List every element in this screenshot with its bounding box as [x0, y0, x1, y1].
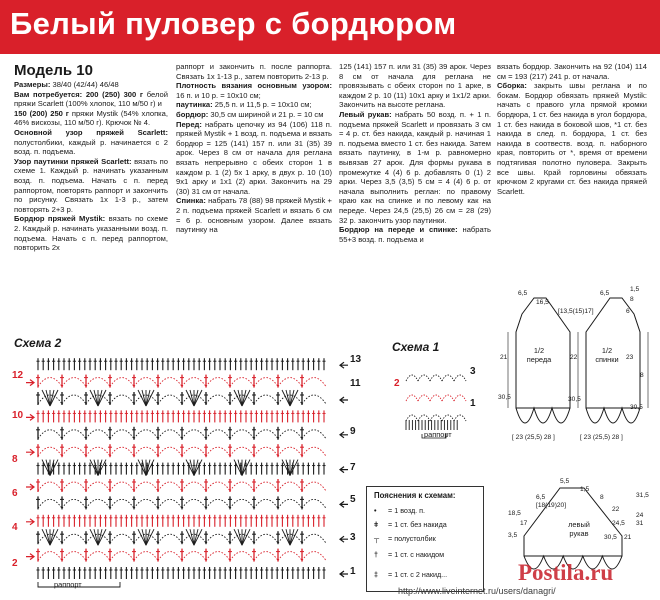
dim-label: 3,5 [508, 532, 518, 539]
chart-row [36, 496, 348, 509]
schema-2-title: Схема 2 [14, 336, 62, 350]
source-url-watermark: http://www.liveinternet.ru/users/danagri/ [398, 586, 556, 596]
instructions-column-2 [176, 62, 332, 336]
instruction-paragraph: 125 (141) 157 п. или 31 (35) 39 арок. Через 8 см от начала для реглана не провязывать с обеих сторон по 1 арке, в каждом 2 р. 10 (11) 10х1 арку и 1х1/2 арки. Закончить на высоте реглана. [339, 62, 491, 110]
instructions-column-3 [339, 62, 491, 318]
instruction-paragraph: Бордюр на переде и спинке: набрать 55+3 возд. п. подъема и [339, 225, 491, 244]
treble-crochet-icon: ‡ [374, 570, 378, 579]
schema-1-row-number: 2 [394, 378, 400, 389]
chart-row [36, 460, 348, 476]
dim-label: 22 [570, 354, 578, 361]
chart-row [36, 427, 348, 440]
dim-label: 18,5 [508, 510, 521, 517]
dim-label: 24 [636, 512, 644, 519]
instruction-paragraph: паутинка: 25,5 п. и 11,5 р. = 10х10 см; [176, 100, 312, 110]
dim-label: 8 [600, 494, 604, 501]
dim-label: [ 23 (25,5) 28 ] [580, 434, 623, 441]
dim-label: 30,5 [604, 534, 617, 541]
sleeve-label: левый рукав [568, 520, 590, 538]
legend-item: ‡ = 1 ст. с 2 накид... [374, 570, 448, 579]
postila-logo: Postila.ru [518, 560, 614, 585]
chart-row [26, 479, 326, 492]
schema-1-row-number: 3 [470, 366, 476, 377]
dim-label: 24,5 [612, 520, 625, 527]
schema-1-title: Схема 1 [392, 340, 440, 354]
chart-row [26, 515, 326, 527]
schema-2-row-number: 4 [12, 522, 18, 533]
schema-2-row-number: 13 [350, 354, 362, 365]
dim-label: 30,5 [630, 404, 643, 411]
dim-label: 31 [636, 520, 644, 527]
legend-item: • = 1 возд. п. [374, 506, 426, 515]
instruction-paragraph: Бордюр пряжей Mystik: вязать по схеме 2. Каждый р. начинать указанными возд. п. подъема. Начать с п. перед раппортом, повторить 2х [14, 214, 168, 253]
back-half-label: 1/2 спинки [595, 346, 619, 364]
chart-row [36, 567, 348, 579]
dim-label: 16,5 [536, 299, 549, 306]
dim-label: 6,5 [600, 290, 610, 297]
schema-2-row-number: 9 [350, 426, 356, 437]
instruction-paragraph: вязать бордюр. Закончить на 92 (104) 114 см = 193 (217) 241 р. от начала. [497, 62, 647, 81]
dim-label: 30,5 [498, 394, 511, 401]
schema-2-row-number: 10 [12, 410, 24, 421]
schema-1-row-number: 1 [470, 398, 476, 409]
instruction-paragraph: бордюр: 30,5 см шириной и 21 р. = 10 см [176, 109, 324, 119]
instruction-paragraph: Размеры: 38/40 (42/44) 46/48 [14, 80, 119, 89]
instruction-paragraph: Перед: набрать цепочку из 94 (106) 118 п. пряжей Mystik + 1 возд. п. подъема и вязать бордюр = 125 (141) 157 п. или 31 (35) 39 арок. Через 8 см от начала для реглана вязать непрерывно с обеих сторон 1 в каждом р. 1 (2) 5х 1 арку, в двух р. 10 (10) 9х1 арку и 1х1 (2) арки. Закончить на 29 (30) 31 см от начала. [176, 119, 332, 196]
dim-label: 1,5 [630, 286, 640, 293]
schema-2-row-number: 2 [12, 558, 18, 569]
dim-label: 21 [500, 354, 508, 361]
double-crochet-icon: † [374, 550, 378, 559]
instructions-column-4 [497, 62, 647, 280]
chart-row [26, 410, 326, 422]
instruction-paragraph: Левый рукав: набрать 50 возд. п. + 1 п. подъема пряжей Scarlett и провязать 3 см = 4 р. ст. без накида, каждый р. начиная 1 п. подъема вместо 1 ст. без накида. Затем вязать паутинку, в 1-м р. равномерно вывязав 27 арок. Для формы рукава в промежутке 4 (4) 6 р. добавлять 0 (1) 2 арки. Через 3,5 (3,5) 5 см = 4 (4) 6 р. от начала выполнить реглан: по правому краю как на спинке и по левому как на переде. Через 24,5 (25,5) 26 см = 28 (29) 32 р. закончить узор паутинки. [339, 109, 491, 225]
dim-label: 6,5 [536, 494, 546, 501]
chart-row [26, 375, 326, 388]
dim-label: 22 [612, 506, 620, 513]
legend-title: Пояснения к схемам: [374, 491, 456, 500]
instruction-paragraph: 150 (200) 250 г пряжи Mystik (54% хлопка, 46% вискозы, 110 м/50 г). Крючок № 4. [14, 108, 168, 128]
schema-2-rapport-label: раппорт [54, 580, 82, 589]
schema-2-row-number: 12 [12, 370, 24, 381]
dim-label: 6 [626, 308, 630, 315]
schema-2-row-number: 8 [12, 454, 18, 465]
chain-stitch-icon: • [374, 506, 377, 515]
dim-label: 8 [640, 372, 644, 379]
instruction-paragraph: Спинка: набрать 78 (88) 98 пряжей Mystik + 2 п. подъема пряжей Scarlett и вязать 6 см = 6 р. основным узором. Далее вязать паутинку на [176, 196, 332, 235]
dim-label: [ 23 (25,5) 28 ] [512, 434, 555, 441]
chart-row [36, 358, 348, 370]
schema-2-chart [24, 348, 370, 588]
dim-label: [18(19)20] [536, 502, 567, 509]
legend-item: † = 1 ст. с накидом [374, 550, 445, 559]
front-half-label: 1/2 переда [526, 346, 552, 364]
instruction-paragraph: Вам потребуется: 200 (250) 300 г белой пряжи Scarlett (100% хлопок, 110 м/50 г) и [14, 89, 168, 109]
instructions-column-1 [14, 80, 168, 346]
instruction-paragraph: Плотность вязания основным узором: 16 п. и 10 р. = 10х10 см; [176, 81, 332, 100]
chart-row [26, 444, 326, 457]
dim-label: 30,5 [568, 396, 581, 403]
dim-label: 8 [630, 296, 634, 303]
schema-2-row-number: 3 [350, 532, 356, 543]
dim-label: 17 [520, 520, 528, 527]
legend-item: ┬ = полустолбик [374, 534, 436, 543]
dim-label: 31,5 [636, 492, 649, 499]
instruction-paragraph: раппорт и закончить п. после раппорта. Связать 1х 1-13 р., затем повторить 2-13 р. [176, 62, 332, 81]
schema-2-row-number: 1 [350, 566, 356, 577]
chart-row [36, 529, 348, 545]
dim-label: 1,5 [580, 486, 590, 493]
dim-label: [13,5(15)17] [558, 308, 594, 315]
chart-row [36, 390, 348, 406]
single-crochet-icon: ǂ [374, 520, 379, 529]
instruction-paragraph: Узор паутинки пряжей Scarlett: вязать по схеме 1. Каждый р. начинать указанным возд. п. подъема. Начать с п. перед раппортом, повторять раппорт и закончить по рисунку. Связать 1х 1-3 р., затем повторять 2+3 р. [14, 156, 168, 214]
instruction-paragraph: Основной узор пряжей Scarlett: полустолбики, каждый р. начинается с 2 возд. п. подъема. [14, 127, 168, 157]
dim-label: 23 [626, 354, 634, 361]
schema-2-row-number: 11 [350, 378, 361, 389]
half-double-crochet-icon: ┬ [374, 534, 380, 543]
model-label: Модель 10 [14, 62, 93, 79]
schema-2-row-number: 5 [350, 494, 356, 505]
title-banner [0, 0, 660, 54]
dim-label: 5,5 [560, 478, 570, 485]
dim-label: 21 [624, 534, 632, 541]
dim-label: 6,5 [518, 290, 528, 297]
schema-2-row-number: 6 [12, 488, 18, 499]
page-title: Белый пуловер с бордюром [10, 6, 457, 41]
schema-2-row-number: 7 [350, 462, 356, 473]
chart-row [26, 549, 326, 562]
instruction-paragraph: Сборка: закрыть швы реглана и по бокам. Бордюр обвязать пряжей Mystik: начать с правого угла прямой кромки бордюра, 1 ст. без накида в угол бордюра, 1 ст. без накида в боковой шов, *1 ст. без накида в след. п. бордюра, 1 ст. без накида в соотвеств. возд. п. наборного края, повторить от *, время от времени подтягивая полотно пуловера. Закрыть все швы. Край горловины обвязать крючком 2 кругами ст. без накида пряжей Scarlett. [497, 81, 647, 196]
legend-item: ǂ = 1 ст. без накида [374, 520, 447, 529]
schema-1-rapport-label: раппорт [424, 430, 452, 439]
